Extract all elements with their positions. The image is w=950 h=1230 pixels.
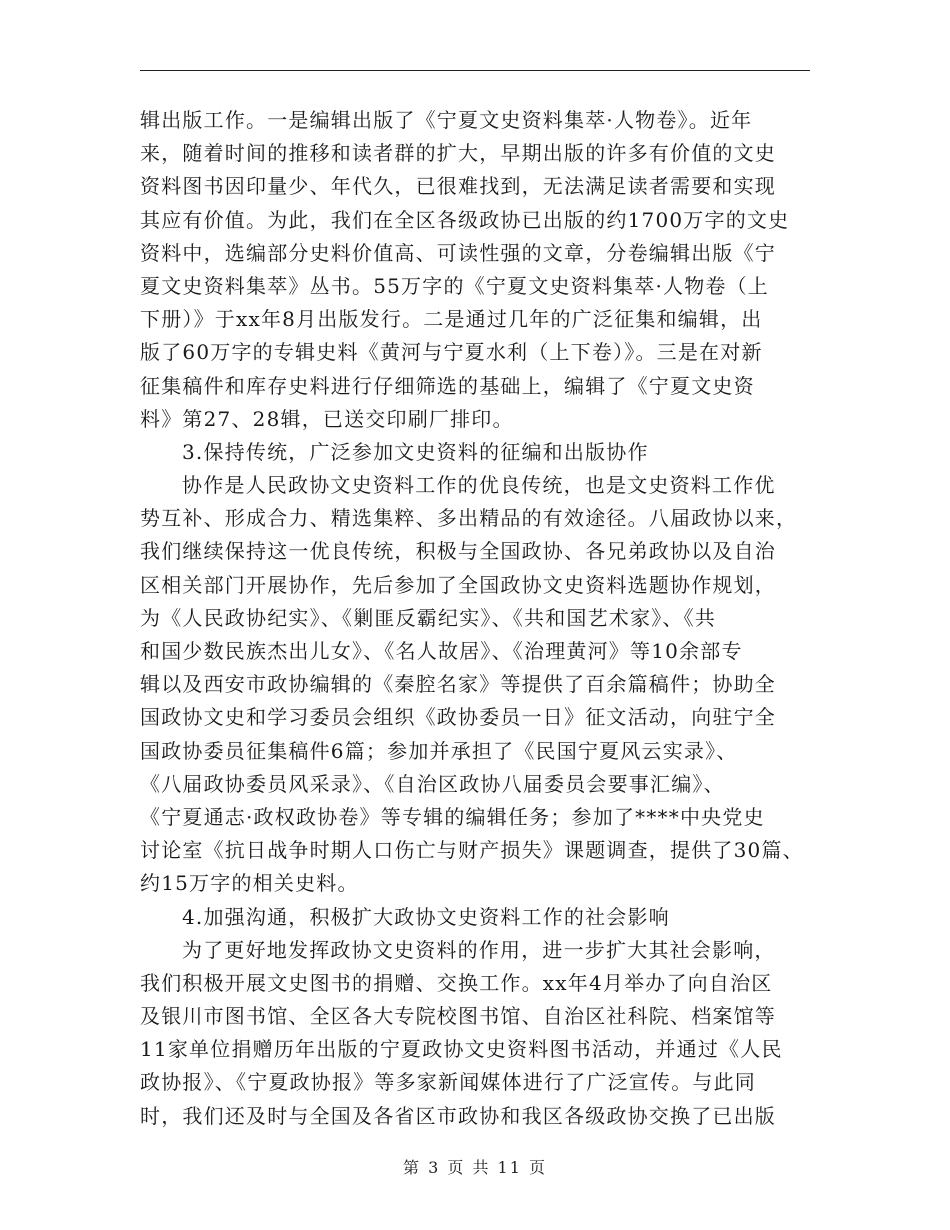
text-line: 为《人民政协纪实》、《剿匪反霸纪实》、《共和国艺术家》、《共 <box>140 605 716 630</box>
text-line: 政协报》、《宁夏政协报》等多家新闻媒体进行了广泛宣传。与此同 <box>140 1070 756 1095</box>
text-line: 辑以及西安市政协编辑的《秦腔名家》等提供了百余篇稿件；协助全 <box>140 672 776 697</box>
text-line: 资料中，选编部分史料价值高、可读性强的文章，分卷编辑出版《宁 <box>140 240 776 265</box>
text-line: 及银川市图书馆、全区各大专院校图书馆、自治区社科院、档案馆等 <box>140 1004 776 1029</box>
text-line: 来，随着时间的推移和读者群的扩大，早期出版的许多有价值的文史 <box>140 141 776 166</box>
text-line: 势互补、形成合力、精选集粹、多出精品的有效途径。八届政协以来， <box>140 506 798 531</box>
text-line: 版了60万字的专辑史料《黄河与宁夏水利（上下卷）》。三是在对新 <box>140 340 763 365</box>
text-line: 我们继续保持这一优良传统，积极与全国政协、各兄弟政协以及自治 <box>140 539 776 564</box>
text-line: 国政协委员征集稿件6篇；参加并承担了《民国宁夏风云实录》、 <box>140 738 738 763</box>
text-line: 区相关部门开展协作，先后参加了全国政协文史资料选题协作规划， <box>140 572 776 597</box>
text-line: 资料图书因印量少、年代久，已很难找到，无法满足读者需要和实现 <box>140 174 776 199</box>
text-line: 时，我们还及时与全国及各省区市政协和我区各级政协交换了已出版 <box>140 1103 776 1128</box>
header-rule <box>140 70 810 71</box>
text-line: 我们积极开展文史图书的捐赠、交换工作。xx年4月举办了向自治区 <box>140 970 773 995</box>
section-heading-4: 4.加强沟通，积极扩大政协文史资料工作的社会影响 <box>182 904 670 929</box>
text-line: 国政协文史和学习委员会组织《政协委员一日》征文活动，向驻宁全 <box>140 705 776 730</box>
text-line: 下册）》于xx年8月出版发行。二是通过几年的广泛征集和编辑，出 <box>140 307 763 332</box>
text-line: 《宁夏通志·政权政协卷》等专辑的编辑任务；参加了****中央党史 <box>140 804 765 829</box>
text-line: 讨论室《抗日战争时期人口伤亡与财产损失》课题调查，提供了30篇、 <box>140 838 804 863</box>
text-line: 辑出版工作。一是编辑出版了《宁夏文史资料集萃·人物卷》。近年 <box>140 108 753 132</box>
text-line: 其应有价值。为此，我们在全区各级政协已出版的约1700万字的文史 <box>140 207 790 232</box>
text-line: 料》第27、28辑，已送交印刷厂排印。 <box>140 406 514 431</box>
text-line: 11家单位捐赠历年出版的宁夏政协文史资料图书活动，并通过《人民 <box>140 1037 783 1062</box>
paragraph-start: 协作是人民政协文史资料工作的优良传统，也是文史资料工作优 <box>182 473 776 498</box>
text-line: 约15万字的相关史料。 <box>140 871 359 896</box>
text-line: 和国少数民族杰出儿女》、《名人故居》、《治理黄河》等10余部专 <box>140 639 743 663</box>
text-line: 征集稿件和库存史料进行仔细筛选的基础上，编辑了《宁夏文史资 <box>140 373 755 398</box>
text-line: 《八届政协委员风采录》、《自治区政协八届委员会要事汇编》、 <box>140 771 725 796</box>
text-line: 夏文史资料集萃》丛书。55万字的《宁夏文史资料集萃·人物卷（上 <box>140 273 770 298</box>
page-number: 第 3 页 共 11 页 <box>403 1158 547 1177</box>
section-heading-3: 3.保持传统，广泛参加文史资料的征编和出版协作 <box>182 439 649 464</box>
document-body <box>140 104 810 1133</box>
paragraph-start: 为了更好地发挥政协文史资料的作用，进一步扩大其社会影响， <box>182 937 776 962</box>
